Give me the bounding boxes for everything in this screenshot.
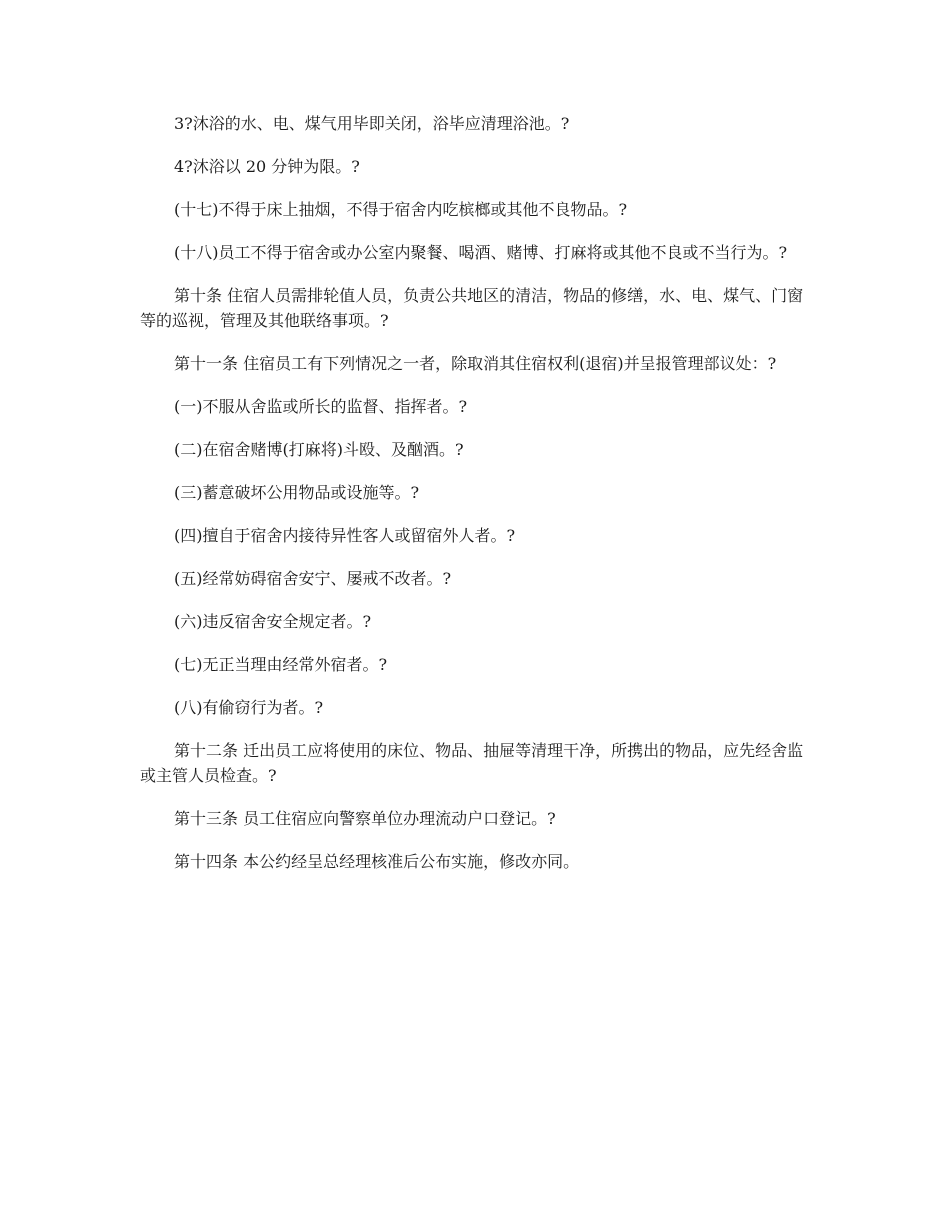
paragraph-item-6: (六)违反宿舍安全规定者。? bbox=[174, 612, 372, 631]
paragraph-item-4: (四)擅自于宿舍内接待异性客人或留宿外人者。? bbox=[174, 526, 516, 545]
paragraph-article-10: 第十条 住宿人员需排轮值人员，负责公共地区的清洁，物品的修缮，水、电、煤气、门窗等的巡视，管理及其他联络事项。? bbox=[140, 286, 804, 330]
document-body bbox=[140, 111, 812, 892]
paragraph-item-3: (三)蓄意破坏公用物品或设施等。? bbox=[174, 483, 420, 502]
paragraph-item-7: (七)无正当理由经常外宿者。? bbox=[174, 655, 388, 674]
paragraph-article-11: 第十一条 住宿员工有下列情况之一者，除取消其住宿权利(退宿)并呈报管理部议处：? bbox=[174, 354, 777, 373]
paragraph-item-8: (八)有偷窃行为者。? bbox=[174, 698, 324, 717]
paragraph-article-14: 第十四条 本公约经呈总经理核准后公布实施，修改亦同。 bbox=[174, 852, 580, 871]
paragraph-item-1: (一)不服从舍监或所长的监督、指挥者。? bbox=[174, 397, 468, 416]
paragraph-rule-18: (十八)员工不得于宿舍或办公室内聚餐、喝酒、赌博、打麻将或其他不良或不当行为。? bbox=[174, 243, 788, 262]
paragraph-shower-time-limit: 4?沐浴以 20 分钟为限。? bbox=[174, 157, 360, 176]
paragraph-article-12: 第十二条 迁出员工应将使用的床位、物品、抽屉等清理干净，所携出的物品，应先经舍监或主管人员检查。? bbox=[140, 741, 804, 785]
paragraph-shower-utilities: 3?沐浴的水、电、煤气用毕即关闭，浴毕应清理浴池。? bbox=[174, 114, 570, 133]
paragraph-article-13: 第十三条 员工住宿应向警察单位办理流动户口登记。? bbox=[174, 809, 556, 828]
paragraph-item-2: (二)在宿舍赌博(打麻将)斗殴、及酗酒。? bbox=[174, 440, 464, 459]
paragraph-item-5: (五)经常妨碍宿舍安宁、屡戒不改者。? bbox=[174, 569, 452, 588]
paragraph-rule-17: (十七)不得于床上抽烟，不得于宿舍内吃槟榔或其他不良物品。? bbox=[174, 200, 628, 219]
